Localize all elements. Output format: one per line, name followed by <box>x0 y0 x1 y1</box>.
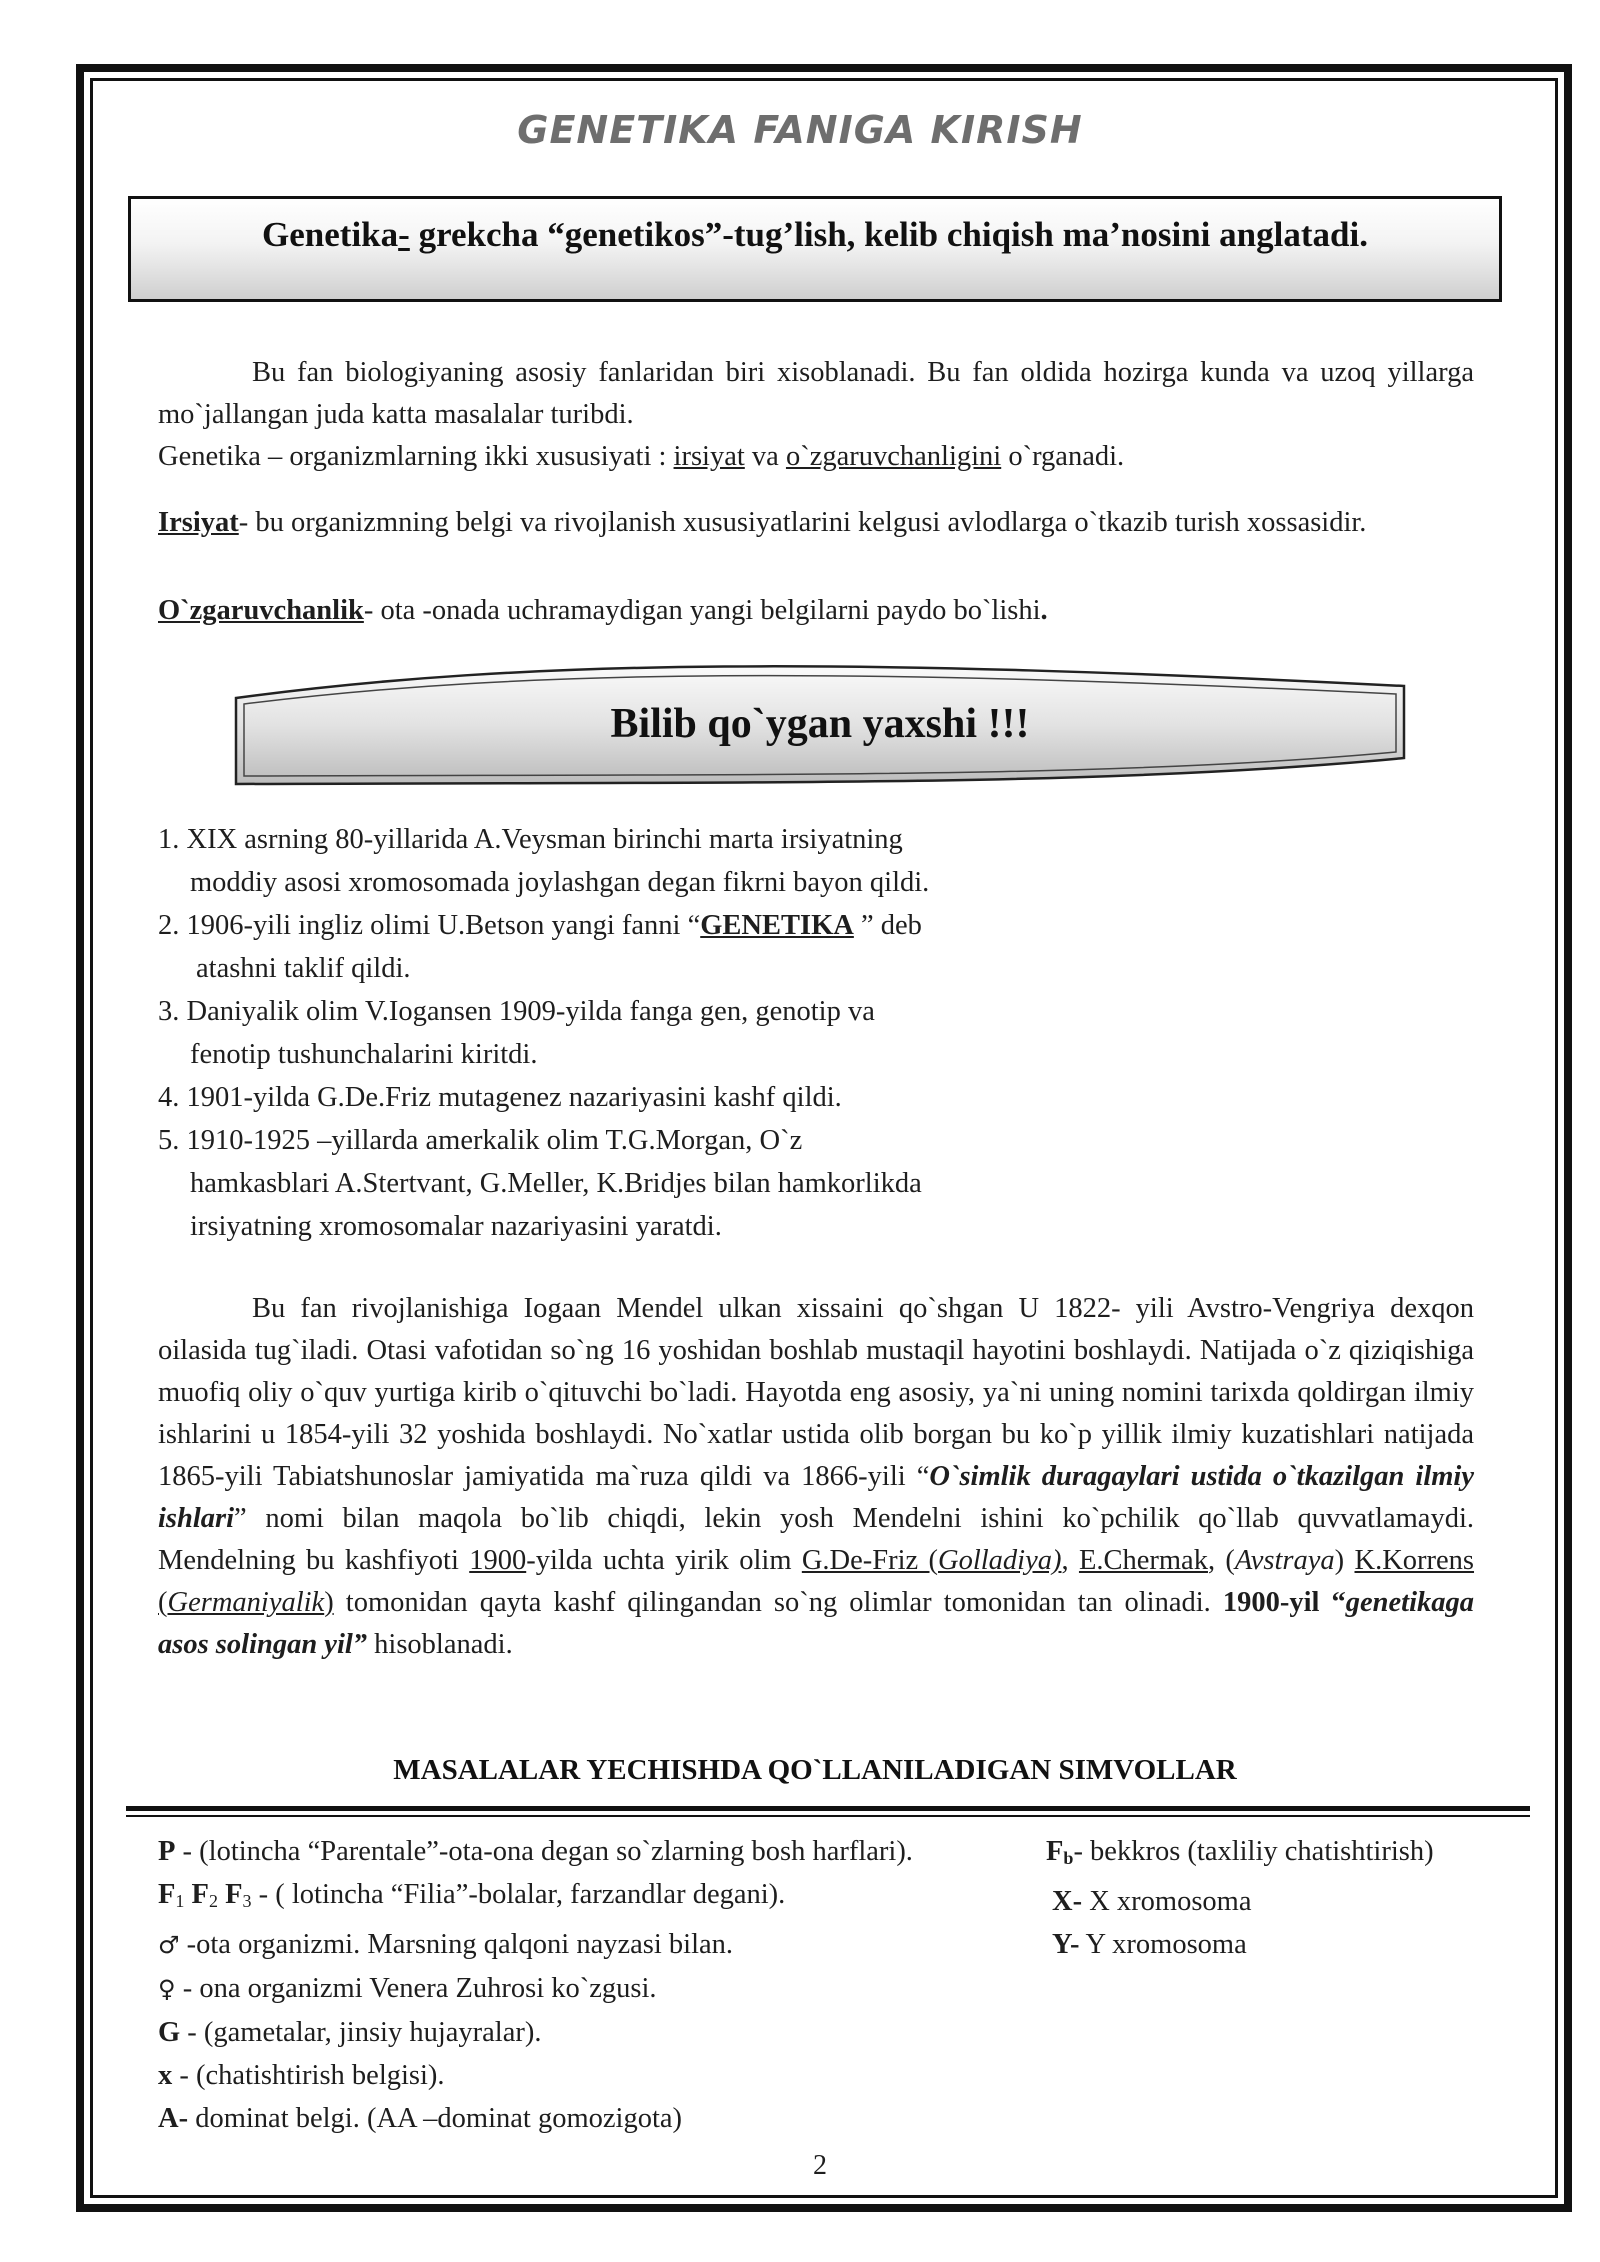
symbol-x-row <box>158 2054 1058 2097</box>
symbol-fb-desc: - bekkros (taxliliy chatishtirish) <box>1073 1836 1434 1867</box>
mendel-paragraph <box>158 1288 1474 1666</box>
mendel-text-7: hisoblanadi. <box>367 1629 513 1660</box>
symbol-yy-row <box>1046 1923 1506 1966</box>
symbol-xx-row <box>1046 1880 1506 1923</box>
symbol-f-row <box>158 1873 1058 1923</box>
symbol-f2: F <box>191 1879 209 1910</box>
fact-3-line-b: fenotip tushunchalarini kiritdi. <box>190 1039 538 1070</box>
intro-paragraph <box>158 352 1474 478</box>
ozgaruvchanlik-dot: . <box>1040 595 1048 626</box>
mendel-text-2: ” nomi bilan maqola bo`lib chiqdi, lekin yosh Mendelni ishini ko`pchilik qo`llab quvvatlamaydi. Mendelning bu kashfiyoti <box>158 1503 1474 1576</box>
fact-4-line-a: 4. 1901-yilda G.De.Friz mutagenez nazariyasini kashf qildi. <box>158 1082 842 1113</box>
scientist-chermak-country: Avstraya <box>1234 1545 1335 1576</box>
ozgaruvchanlik-text: - ota -onada uchramaydigan yangi belgilarni paydo bo`lishi <box>363 595 1041 626</box>
definition-text <box>131 215 1499 255</box>
scientist-de-friz: G.De-Friz ( <box>801 1545 938 1576</box>
symbol-g: G <box>158 2017 181 2048</box>
list-item <box>158 861 1058 904</box>
mendel-text-6: tomonidan qayta kashf qilingandan so`ng olimlar tomonidan tan olinadi. <box>333 1587 1223 1618</box>
genetics-year: 1900-yil <box>1222 1587 1320 1618</box>
irsiyat-term: Irsiyat <box>158 507 239 538</box>
symbol-x: x <box>158 2060 173 2091</box>
mendel-sep: , <box>1061 1545 1079 1576</box>
symbols-list-right <box>1046 1830 1506 1966</box>
male-symbol-icon: ♂ <box>158 1931 180 1959</box>
list-item <box>158 1205 1058 1248</box>
list-item <box>158 818 1058 861</box>
fact-5-line-b: hamkasblari A.Stertvant, G.Meller, K.Bridjes bilan hamkorlikda <box>190 1168 922 1199</box>
ozgaruvchanlik-term: O`zgaruvchanlik <box>158 595 364 626</box>
ozgaruvchanlik-link: o`zgaruvchanligini <box>785 441 1002 472</box>
symbol-male-desc: -ota organizmi. Marsning qalqoni nayzasi bilan. <box>179 1929 734 1960</box>
symbols-heading: MASALALAR YECHISHDA QO`LLANILADIGAN SIMVOLLAR <box>393 1754 1237 1786</box>
list-item <box>158 1033 1058 1076</box>
symbol-p-row <box>158 1830 1058 1873</box>
intro-line2-post: o`rganadi. <box>1001 441 1125 472</box>
symbols-rule-thin <box>126 1815 1530 1817</box>
list-item <box>158 1076 1058 1119</box>
symbol-p: P <box>158 1836 176 1867</box>
banner-title: Bilib qo`ygan yaxshi !!! <box>610 701 1030 747</box>
genetics-phrase: genetikaga asos solingan yil” <box>158 1587 1474 1660</box>
symbols-rule-thick <box>126 1806 1530 1811</box>
definition-dash: - <box>398 215 410 254</box>
fact-1-line-a: 1. XIX asrning 80-yillarida A.Veysman birinchi marta irsiyatning <box>158 824 903 855</box>
symbol-f1-sub: 1 <box>175 1891 185 1911</box>
symbol-x-desc: - (chatishtirish belgisi). <box>172 2060 445 2091</box>
list-item <box>158 1119 1058 1162</box>
symbol-f2-sub: 2 <box>208 1891 218 1911</box>
symbol-xx-desc: X xromosoma <box>1082 1886 1252 1917</box>
symbol-yy-desc: Y xromosoma <box>1079 1929 1247 1960</box>
scientist-korrens: K.Korrens ( <box>158 1545 1475 1618</box>
symbol-fb: F <box>1046 1836 1064 1867</box>
symbol-yy: Y- <box>1052 1929 1080 1960</box>
symbol-fb-row <box>1046 1830 1506 1880</box>
mendel-work-title: O`simlik duragaylari ustida o`tkazilgan ilmiy ishlari <box>158 1461 1474 1534</box>
irsiyat-link: irsiyat <box>673 441 745 472</box>
definition-box <box>128 196 1502 302</box>
symbol-f3: F <box>225 1879 243 1910</box>
symbol-female-row <box>158 1967 1058 2011</box>
fact-2-post: ” deb <box>853 910 922 941</box>
scientist-de-friz-country: Golladiya) <box>938 1545 1062 1576</box>
fact-2-line-b: atashni taklif qildi. <box>196 953 411 984</box>
mendel-text-5: ) <box>1334 1545 1355 1576</box>
symbol-f1: F <box>158 1879 176 1910</box>
fact-3-line-a: 3. Daniyalik olim V.Iogansen 1909-yilda fanga gen, genotip va <box>158 996 875 1027</box>
list-item <box>158 904 1058 947</box>
symbol-a-desc: dominat belgi. (AA –dominat gomozigota) <box>188 2103 682 2134</box>
mendel-text-4: , ( <box>1207 1545 1235 1576</box>
ozgaruvchanlik-definition <box>158 590 1474 632</box>
irsiyat-definition <box>158 502 1474 544</box>
fact-1-line-b: moddiy asosi xromosomada joylashgan degan fikrni bayon qildi. <box>190 867 930 898</box>
symbol-xx: X- <box>1052 1886 1083 1917</box>
fact-5-line-a: 5. 1910-1925 –yillarda amerkalik olim T.G.Morgan, O`z <box>158 1125 803 1156</box>
female-symbol-icon: ♀ <box>158 1975 176 2003</box>
intro-line2-mid: va <box>744 441 786 472</box>
intro-line2-pre: Genetika – organizmlarning ikki xususiyati : <box>158 441 674 472</box>
definition-rest: grekcha “genetikos”-tug’lish, kelib chiqish ma’nosini anglatadi. <box>409 215 1368 254</box>
mendel-text-3: -yilda uchta yirik olim <box>526 1545 802 1576</box>
symbol-g-row <box>158 2011 1058 2054</box>
symbol-fb-sub: b <box>1063 1848 1074 1868</box>
rediscovery-year: 1900 <box>469 1545 527 1576</box>
list-item <box>158 947 1058 990</box>
genetika-term: GENETIKA <box>700 910 854 941</box>
page-number: 2 <box>813 2150 827 2181</box>
scientist-korrens-country: Germaniyalik <box>167 1587 325 1618</box>
facts-list <box>158 818 1058 1248</box>
intro-line1: Bu fan biologiyaning asosiy fanlaridan biri xisoblanadi. Bu fan oldida hozirga kunda va uzoq yillarga mo`jallangan juda katta masalalar turibdi. <box>158 357 1474 430</box>
list-item <box>158 1162 1058 1205</box>
symbol-female-desc: - ona organizmi Venera Zuhrosi ko`zgusi. <box>175 1973 657 2004</box>
symbol-male-row <box>158 1923 1058 1967</box>
scientist-korrens-end: ) <box>324 1587 334 1618</box>
fact-5-line-c: irsiyatning xromosomalar nazariyasini yaratdi. <box>190 1211 722 1242</box>
mendel-text-1: Bu fan rivojlanishiga Iogaan Mendel ulkan xissaini qo`shgan U 1822- yili Avstro-Vengriya dexqon oilasida tug`iladi. Otasi vafotidan so`ng 16 yoshidan boshlab mustaqil hayotini boshlaydi. Natijada o`z qiziqishiga muofiq oliy o`quv yurtiga kirib o`qituvchi bo`ladi. Hayotda eng asosiy, ya`ni uning nomini tarixda qoldirgan ilmiy ishlarini u 1854-yili 32 yoshida boshlaydi. No`xatlar ustida olib borgan bu ko`p yillik ilmiy kuzatishlari natijada 1865-yili Tabiatshunoslar jamiyatida ma`ruza qildi va 1866-yili “ <box>158 1293 1474 1492</box>
symbol-f-desc: - ( lotincha “Filia”-bolalar, farzandlar degani). <box>251 1879 786 1910</box>
quote-open: “ <box>1319 1587 1346 1618</box>
symbols-list-left <box>158 1830 1058 2140</box>
fact-2-pre: 2. 1906-yili ingliz olimi U.Betson yangi fanni “ <box>158 910 701 941</box>
symbol-f3-sub: 3 <box>242 1891 252 1911</box>
scientist-chermak: E.Chermak <box>1078 1545 1208 1576</box>
symbol-a-row <box>158 2097 1058 2140</box>
irsiyat-text: - bu organizmning belgi va rivojlanish xususiyatlarini kelgusi avlodlarga o`tkazib turish xossasidir. <box>238 507 1367 538</box>
page-title: GENETIKA FANIGA KIRISH <box>517 108 1083 152</box>
symbol-p-desc: - (lotincha “Parentale”-ota-ona degan so`zlarning bosh harflari). <box>175 1836 913 1867</box>
symbol-g-desc: - (gametalar, jinsiy hujayralar). <box>180 2017 542 2048</box>
symbol-a: A- <box>158 2103 189 2134</box>
list-item <box>158 990 1058 1033</box>
definition-term: Genetika <box>262 215 399 254</box>
